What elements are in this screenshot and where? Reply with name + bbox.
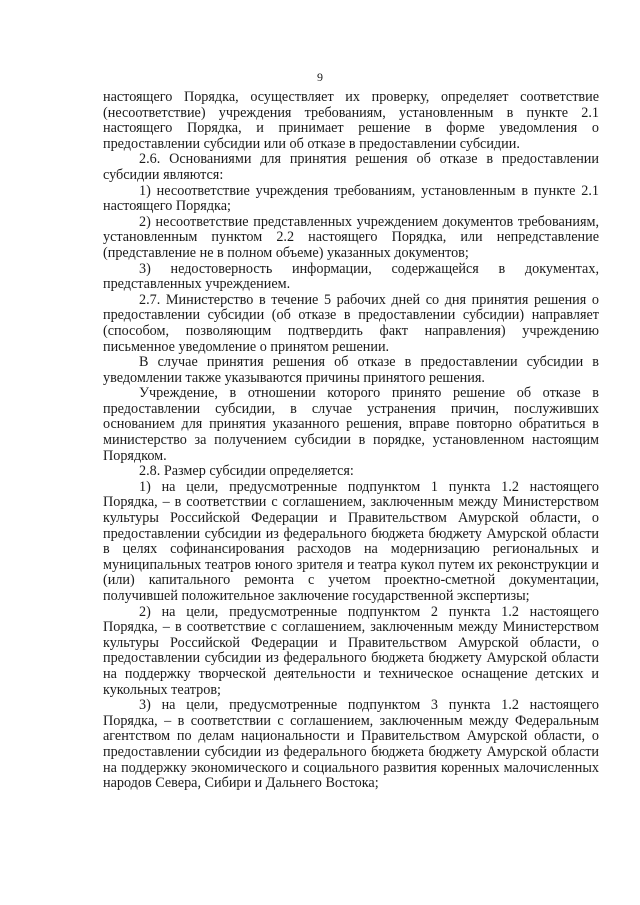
paragraph: 3) на цели, предусмотренные подпунктом 3 пункта 1.2 настоящего Порядка, – в соответствии с соглашением, заключенным между Федеральным агентством по делам национальности и Правительством Амурской области, о предоставлении субсидии из федерального бюджета бюджету Амурской области на поддержку экономического и социального развития коренных малочисленных народов Севера, Сибири и Дальнего Востока; (103, 697, 599, 792)
paragraph: 1) на цели, предусмотренные подпунктом 1 пункта 1.2 настоящего Порядка, – в соответствии с соглашением, заключенным между Министерством культуры Российской Федерации и Правительством Амурской области, о предоставлении субсидии из федерального бюджета бюджету Амурской области в целях софинансирования расходов на модернизацию региональных и муниципальных театров юного зрителя и театра кукол путем их реконструкции и (или) капитального ремонта с учетом проектно-сметной документации, получившей положительное заключение государственной экспертизы; (103, 478, 599, 604)
paragraph: Учреждение, в отношении которого принято решение об отказе в предоставлении субсидии, в случае устранения причин, послуживших основанием для принятия указанного решения, вправе повторно обратиться в министерство за получением субсидии в порядке, установленном настоящим Порядком. (103, 385, 599, 464)
document-body (103, 90, 599, 792)
page-number: 9 (317, 70, 323, 84)
paragraph: В случае принятия решения об отказе в предоставлении субсидии в уведомлении также указываются причины принятого решения. (103, 354, 599, 386)
paragraph: 2) несоответствие представленных учреждением документов требованиям, установленным пунктом 2.2 настоящего Порядка, или непредставление (представление не в полном объеме) указанных документов; (103, 213, 599, 261)
paragraph: настоящего Порядка, осуществляет их проверку, определяет соответствие (несоответствие) учреждения требованиям, установленным в пункте 2.1 настоящего Порядка, и принимает решение в форме уведомления о предоставлении субсидии или об отказе в предоставлении субсидии. (103, 89, 599, 152)
paragraph: 2.6. Основаниями для принятия решения об отказе в предоставлении субсидии являются: (103, 151, 599, 183)
paragraph: 1) несоответствие учреждения требованиям, установленным в пункте 2.1 настоящего Порядка; (103, 182, 599, 215)
paragraph: 3) недостоверность информации, содержащейся в документах, представленных учреждением. (103, 260, 599, 293)
paragraph: 2.8. Размер субсидии определяется: (139, 463, 354, 480)
paragraph: 2.7. Министерство в течение 5 рабочих дней со дня принятия решения о предоставлении субсидии (об отказе в предоставлении субсидии) направляет (способом, позволяющим подтвердить факт направления) учреждению письменное уведомление о принятом решении. (103, 291, 599, 355)
paragraph: 2) на цели, предусмотренные подпунктом 2 пункта 1.2 настоящего Порядка, – в соответствие с соглашением, заключенным между Министерством культуры Российской Федерации и Правительством Амурской области, о предоставлении субсидии из федерального бюджета бюджету Амурской области на поддержку творческой деятельности и техническое оснащение детских и кукольных театров; (103, 603, 599, 698)
